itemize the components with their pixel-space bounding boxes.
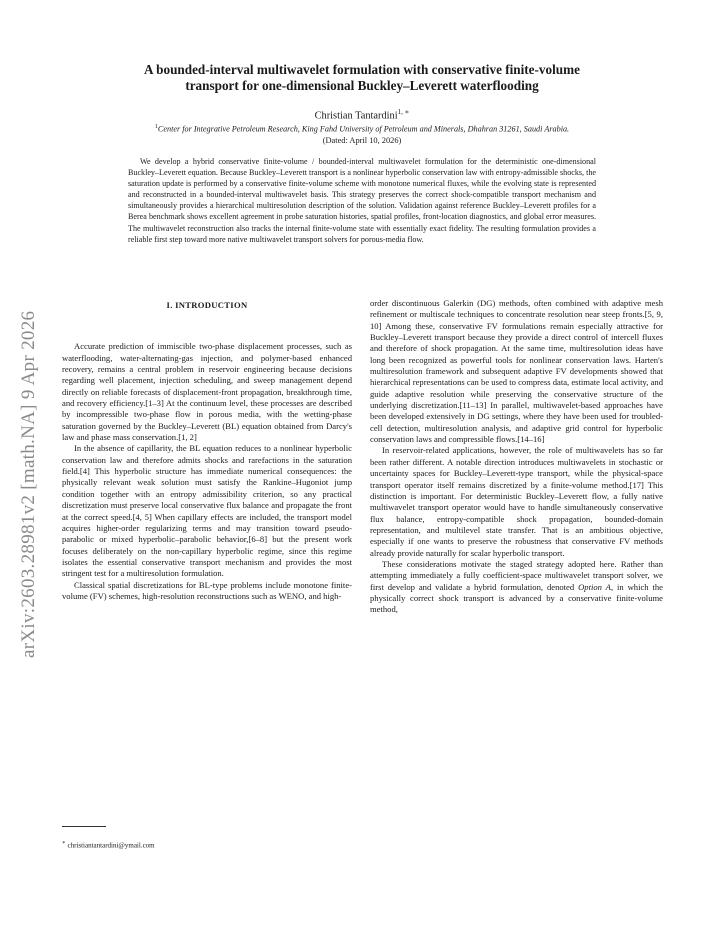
affiliation-mark: 1: [154, 124, 158, 130]
footnote: [62, 840, 155, 849]
paragraph: Accurate prediction of immiscible two-phase displacement processes, such as waterflooding, water-alternating-gas injection, and polymer-based enhanced recovery, remains a central problem in reservoir engineering because decisions regarding well placement, injection scheduling, and sweep management depend directly on reliable forecasts of displacement-front propagation, breakthrough time, and recovery efficiency.[1–3] At the continuum level, these processes are described by incompressible two-phase flow in porous media, with the wetting-phase saturation governed by the Buckley–Leverett (BL) equation obtained from Darcy's law and phase mass conservation.[1, 2]: [62, 341, 352, 443]
paper-title: [80, 62, 644, 94]
affiliation-text: Center for Integrative Petroleum Research, King Fahd University of Petroleum and Minerals, Dhahran 31261, Saudi Arabia.: [157, 124, 570, 134]
option-a-emphasis: Option A: [578, 581, 611, 592]
abstract: We develop a hybrid conservative finite-volume / bounded-interval multiwavelet formulation for the deterministic one-dimensional Buckley–Leverett equation. Because Buckley–Leverett transport is a nonlinear hyperbolic conservation law with entropy-admissible shocks, the saturation update is performed by a conservative finite-volume scheme with monotone numerical fluxes, while the evolving state is represented and reconstructed in a bounded-interval multiwavelet basis. This strategy preserves the correct shock-compatible transport mechanism and simultaneously provides a hierarchical multiresolution description of the solution. Validation against reference Buckley–Leverett profiles for a Berea benchmark shows excellent agreement in probe saturation histories, spatial profiles, front-location diagnostics, and global error measures. The multiwavelet reconstruction also tracks the internal finite-volume state with essentially exact fidelity. The resulting formulation provides a reliable first step toward more native multiwavelet transport solvers for porous-media flow.: [128, 157, 596, 244]
author-name: Christian Tantardini: [314, 110, 398, 122]
paragraph-last: [370, 559, 663, 616]
footnote-mark: ∗: [62, 840, 66, 846]
author-line: [80, 108, 644, 121]
author-marks: 1, ∗: [397, 108, 410, 116]
paragraph-tail: , in which the physically correct shock transport is advanced by a conservative finite-volume method,: [370, 581, 663, 615]
dated-line: (Dated: April 10, 2026): [322, 136, 402, 145]
paragraph: In the absence of capillarity, the BL equation reduces to a nonlinear hyperbolic conservation law and therefore admits shocks and rarefactions in the saturation field.[4] This hyperbolic structure has immediate numerical consequences: the physically relevant weak solution must satisfy the Rankine–Hugoniot jump condition together with an entropy admissibility criterion, so any practical discretization must preserve local conservative flux balance and propagate the front at the correct speed.[4, 5] When capillary effects are included, the transport model acquires higher-order regularizing terms and may transition toward pseudo-parabolic or mixed hyperbolic–parabolic behavior,[6–8] but the present work focuses deliberately on the non-capillary hyperbolic regime, since this regime isolates the essential conservative transport mechanism and provides the most stringent test for a multiresolution formulation.: [62, 443, 352, 579]
paragraph: order discontinuous Galerkin (DG) methods, often combined with adaptive mesh refinement or multiscale techniques to concentrate resolution near steep fronts.[5, 9, 10] Among these, conservative FV formulations remain especially attractive for Buckley–Leverett transport because they provide a direct control of intercell fluxes and therefore of shock propagation. At the same time, multiresolution ideas have long been recognized as powerful tools for nonlinear conservation laws. Harten's multiresolution framework and subsequent adaptive FV developments showed that hierarchical representations can be used to compress data, estimate local activity, and guide adaptive resolution while preserving the conservative structure of the underlying discretization.[11–13] In parallel, multiwavelet-based approaches have been developed extensively in DG settings, where they have been used for troubled-cell detection, multiresolution analysis, and adaptive grid control for hyperbolic conservation laws and compressible flows.[14–16]: [370, 298, 663, 445]
paragraph-text: These considerations motivate the staged strategy adopted here. Rather than attempting immediately a fully coefficient-space multiwavelet transport solver, we first develop and validate a hybrid formulation, denoted: [370, 558, 663, 592]
paragraph: Classical spatial discretizations for BL-type problems include monotone finite-volume (FV) schemes, high-resolution reconstructions such as WENO, and high-: [62, 579, 352, 601]
left-column: [62, 298, 352, 602]
paragraph: In reservoir-related applications, however, the role of multiwavelets has so far been rather different. A notable direction introduces multiwavelets in stochastic or uncertainty spaces for Buckley–Leverett-type transport, while the physical-space transport operator itself remains discretized by a finite-volume method.[17] This distinction is important. For deterministic Buckley–Leverett flow, a fully native multiwavelet transport operator would have to handle simultaneously conservative flux balance, entropy-compatible shock propagation, bounded-domain representation, and multilevel state transfer. That is an ambitious objective, especially if one wants to preserve the robustness that conservative FV methods already provide naturally for scalar hyperbolic transport.: [370, 445, 663, 558]
footnote-email: christiantantardini@ymail.com: [67, 841, 155, 850]
right-column: [370, 298, 663, 616]
title-line-2: transport for one-dimensional Buckley–Leverett waterflooding: [185, 78, 539, 93]
affiliation: [60, 124, 664, 134]
section-heading: I. INTRODUCTION: [166, 300, 248, 310]
arxiv-identifier: arXiv:2603.28981v2 [math.NA] 9 Apr 2026: [18, 310, 39, 658]
footnote-rule: [62, 826, 106, 827]
title-line-1: A bounded-interval multiwavelet formulation with conservative finite-volume: [144, 62, 580, 77]
